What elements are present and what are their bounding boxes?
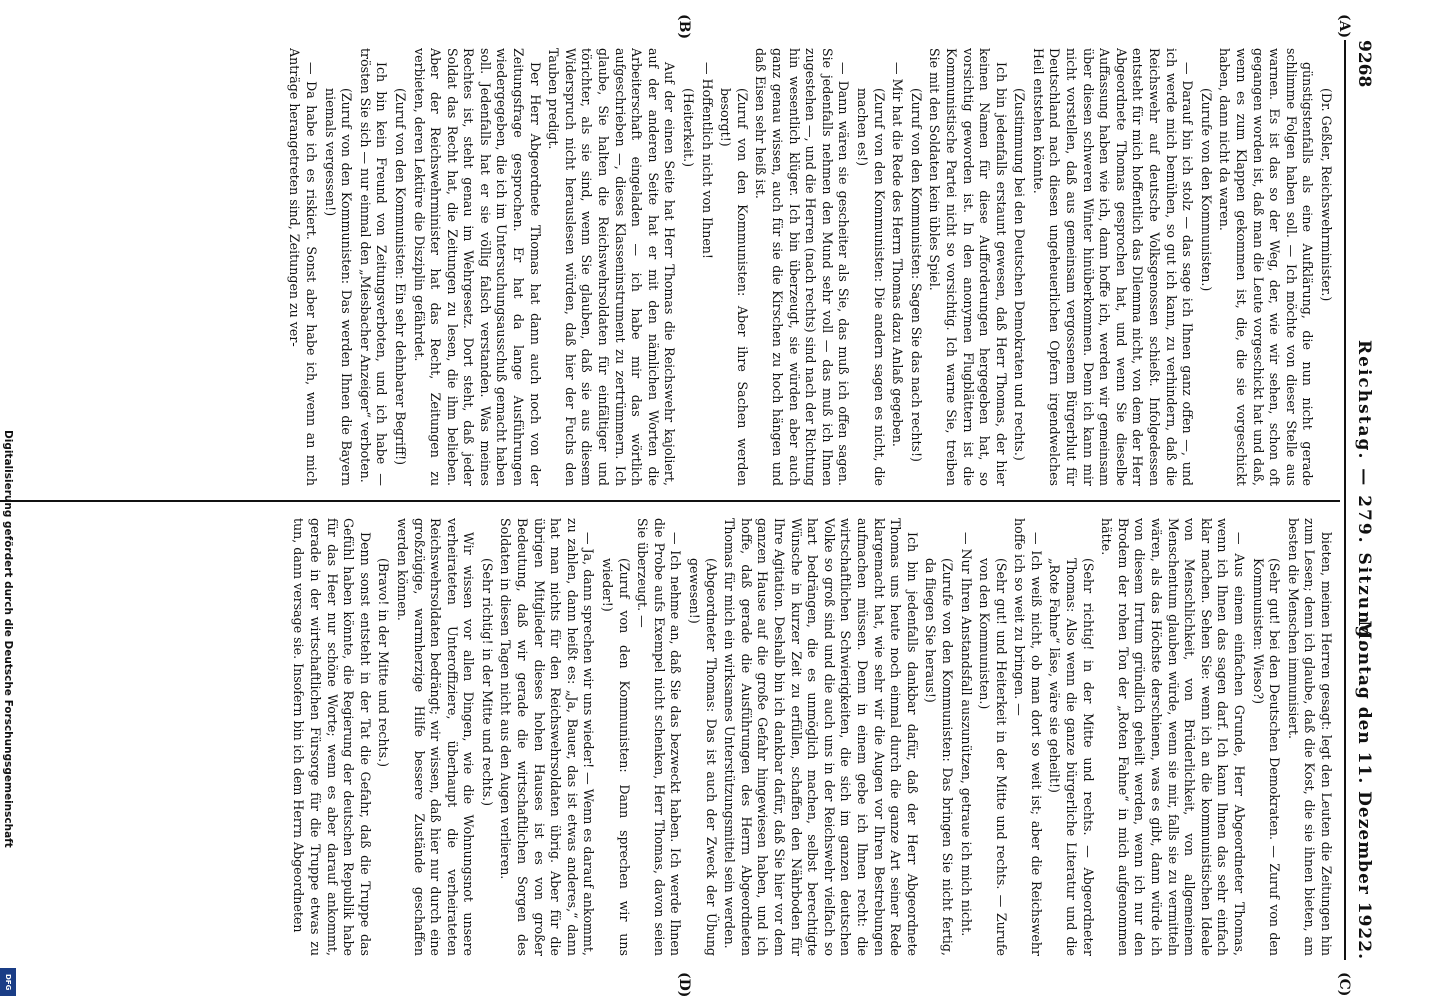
paragraph: (Zuruf von den Kommunisten: Ein sehr dehnbarer Begriff!) — [392, 88, 408, 466]
digitization-note-text: Digitalisierung gefördert durch die Deutsche Forschungsgemeinschaft — [2, 430, 14, 848]
paragraph: — Da habe ich es riskiert. Sonst aber habe ich, wenn an mich Anträge herangetreten sind, Zeitungen zu ver- — [287, 48, 319, 486]
paragraph: (Zurufe von den Kommunisten.) — [1198, 88, 1214, 292]
paragraph: Der Herr Abgeordnete Thomas hat dann auch noch von der Zeitungsfrage gesprochen. Er hat da lange Ausführungen wiedergegeben, die ich im Untersuchungsausschuß gemacht haben soll. Jedenfalls hat er sie völlig falsch verstanden. Was meines Rechtes ist, steht genau im Wehrgesetz. Dort steht, daß jeder Soldat das Recht hat, die Zeitungen zu lesen, die ihm belieben. Aber der Reichswehrminister hat das Recht, Zeitungen zu verbieten, deren Lektüre die Disziplin gefährdet. — [411, 48, 543, 486]
paragraph: (Zuruf von den Kommunisten: Dann sprechen wir uns wieder!) — [600, 558, 632, 956]
paragraph: — Dann wären sie gescheiter als Sie, das muß ich offen sagen. Sie jedenfalls nehmen den Mund sehr voll — das muß ich Ihnen zugestehen —, und die Herren (nach rechts) sind nach der Richtung hin wesentlich klüger. Ich bin überzeugt, sie würden aber auch ganz genau wissen, auch für sie die Kirschen zu hoch hängen und daß Eisen sehr heiß ist. — [753, 48, 852, 486]
margin-marker-d: (D) — [676, 972, 692, 998]
dfg-logo: DFG — [0, 968, 16, 996]
paragraph: Ich bin jedenfalls erstaunt gewesen, daß Herr Thomas, der hier keinen Namen für diese Aufforderungen hergegeben hat, so vorsichtig geworden ist. In den anonymen Flugblättern ist die Kommunistische Partei nicht so vorsichtig. Ich warne Sie, treiben Sie mit den Soldaten kein übles Spiel. — [927, 48, 1009, 486]
paragraph: — Aus einem einfachen Grunde, Herr Abgeordneter Thomas, wenn ich Ihnen das sagen darf. Ich kann Ihnen das sehr einfach klar machen. Sehen Sie: wenn ich an die kommunistischen Ideale von Menschlichkeit, von Brüderlichkeit, von allgemeinem Menschentum glauben würde, wenn sie mir, falls sie zu vermitteln wären, als das Höchste derschienen, was es gibt, dann würde ich von diesem Irrtum gründlich geheilt werden, wenn ich nur den Brodem der rohen Ton der „Roten Fahne“ in mich aufgenommen hätte. — [1099, 518, 1248, 956]
paragraph: (Sehr richtig! in der Mitte und rechts. — Abgeordneter Thomas: Also wenn die ganze bürgerliche Literatur und die „Rote Fahne“ läse, wäre sie geheilt!) — [1047, 558, 1096, 956]
paragraph: — Hoffentlich nicht von Ihnen! — [699, 62, 715, 259]
right-column — [4, 518, 1334, 956]
digitization-note — [0, 430, 16, 1000]
left-column — [4, 48, 1334, 486]
paragraph: (Sehr gut! bei den Deutschen Demokraten. — Zuruf von den Kommunisten: Wieso?) — [1250, 558, 1283, 956]
paragraph: günstigstenfalls als eine Aufklärung, die nun nicht gerade schlimme Folgen haben soll. — Ich möchte von dieser Stelle aus warnen. Es ist das so der Weg, der, wie wir sehen, schon oft gegangen worden ist, daß man die Leute vorgeschickt hat und daß, wenn es zum Klappen gekommen ist, die, die sie vorgeschickt haben, dann nicht da waren. — [1217, 48, 1316, 486]
paragraph: (Dr. Geßler, Reichswehrminister.) — [1319, 88, 1334, 302]
paragraph: — Ich weiß nicht, ob man dort so weit ist; aber die Reichswehr hoffe ich so weit zu bringen. — — [1012, 518, 1044, 956]
paragraph: Denn sonst entsteht in der Tat die Gefahr, daß die Truppe das Gefühl haben könnte, die Regierung der deutschen Republik habe für das Heer nur schöne Worte; wenn es aber darauf ankommt, gerade in der wirtschaftlichen Fürsorge für die Truppe etwas zu tun, dann versage sie. Insofern bin ich dem Herrn Abgeordneten — [291, 518, 373, 956]
paragraph: (Zustimmung bei den Deutschen Demokraten und rechts.) — [1012, 88, 1028, 461]
paragraph: Wir wissen vor allen Dingen, wie die Wohnungsnot unsere verheirateten Unteroffiziere, überhaupt die verheirateten Reichswehrsoldaten bedrängt; wir wissen, daß hier nur durch eine großzügige, warmherzige Hilfe bessere Zustände geschaffen werden können. — [394, 518, 477, 956]
margin-marker-b: (B) — [676, 14, 692, 40]
paragraph: (Bravo! in der Mitte und rechts.) — [376, 558, 392, 768]
column-divider — [0, 500, 1340, 502]
paragraph: — Darauf bin ich stolz — das sage ich Ihnen ganz offen —, und ich werde mich bemühen, so gut ich kann, zu verhindern, daß die Reichswehr auf deutsche Volksgenossen schießt. Infolgedessen entsteht für mich hoffentlich das Dilemma nicht, von dem der Herr Abgeordnete Thomas gesprochen hat, und wenn Sie dieselbe Auffassung haben wie ich, dann hoffe ich, werden wir gemeinsam über diesen schweren Winter hinüberkommen. Denn ich kann mir nicht vorstellen, daß aus gemeinsam vergossenem Bürgerblut für Deutschland nach diesen ungeheuerlichen Opfern irgendwelches Heil entstehen könnte. — [1030, 48, 1196, 486]
paragraph: (Sehr richtig! in der Mitte und rechts.) — [479, 558, 495, 807]
paragraph: (Zuruf von den Kommunisten: Die andern sagen es nicht, die machen es!) — [854, 88, 887, 486]
paragraph: Auf der einen Seite hat Herr Thomas die Reichswehr kajoliert, auf der anderen Seite hat er mit den nämlichen Worten die Arbeiterschaft eingeladen — ich habe mir das wörtlich aufgeschrieben —, dieses Klasseninstrument zu zertrümmern. Ich glaube, Sie halten die Reichswehrsoldaten für einfältiger und törichter, als sie sind, wenn Sie glauben, daß sie aus diesem Widerspruch nicht herauslesen würden, daß hier der Fuchs den Tauben predigt. — [546, 48, 678, 486]
paragraph: (Abgeordneter Thomas: Das ist auch der Zweck der Übung gewesen!) — [687, 558, 719, 956]
paragraph: (Zuruf von den Kommunisten: Sagen Sie das nach rechts!) — [908, 88, 924, 462]
paragraph: (Zurufe von den Kommunisten: Das bringen Sie nicht fertig, da fliegen Sie heraus!) — [923, 558, 955, 956]
paragraph: Ich bin jedenfalls dankbar dafür, daß der Herr Abgeordnete Thomas uns heute noch einmal durch die ganze Art seiner Rede klargemacht hat, wie sehr wir die Augen vor Ihren Bestrebungen aufmachen müssen. Denn in einem gebe ich Ihnen recht: die wirtschaftlichen Schwierigkeiten, die sich im ganzen deutschen Volke so groß sind und die auch uns in der Reichswehr vielfach so hart bedrängen, die es unmöglich machen, selbst berechtigte Wünsche in kurzer Zeit zu erfüllen, schaffen den Nährboden für Ihre Agitation. Deshalb bin ich dankbar dafür, daß Sie hier vor dem ganzen Hause auf die große Gefahr hingewiesen haben, und ich hoffe, daß gerade die Ausführungen des Herrn Abgeordneten Thomas für mich ein wirksames Unterstützungsmittel sein werden. — [722, 518, 920, 956]
header-rule — [1344, 40, 1346, 960]
margin-marker-a: (A) — [1336, 14, 1352, 39]
paragraph: — Nur Ihren Anstandsfall auszunützen, getraue ich mich nicht. — [958, 532, 974, 937]
paragraph: (Zuruf von den Kommunisten: Aber ihre Sachen werden besorgt!) — [718, 88, 750, 486]
margin-marker-c: (C) — [1336, 972, 1352, 997]
paragraph: bieten, meinen Herren gesagt: legt den Leuten die Zeitungen hin zum Lesen; denn ich glaube, daß die Kost, die sie ihnen bieten, am besten die Menschen immunisiert. — [1285, 518, 1334, 956]
paragraph: — Ja, dann sprechen wir uns wieder! — Wenn es darauf ankommt, zu zahlen, dann heißt es: „Ja, Bauer, das ist etwas anderes,“ dann hat man nichts für den Reichswehrsoldaten übrig. Aber für die übrigen Mitglieder dieses hohen Hauses ist es von großer Bedeutung, daß wir gerade die wirtschaftlichen Sorgen des Soldaten in diesen Tagen nicht aus den Augen verlieren. — [498, 518, 597, 956]
session-date: Montag den 11. Dezember 1922. — [1354, 620, 1374, 960]
paragraph: (Sehr gut! und Heiterkeit in der Mitte und rechts. — Zurufe von den Kommunisten.) — [977, 558, 1009, 956]
paragraph: (Heiterkeit.) — [681, 88, 697, 167]
paragraph: — Mir hat die Rede des Herrn Thomas dazu Anlaß gegeben. — [890, 62, 906, 447]
paragraph: Ich bin kein Freund von Zeitungsverboten, und ich habe — trösten Sie sich — nur einmal den „Miesbacher Anzeiger“ verboten. — [357, 48, 390, 486]
session-title: Reichstag. — 279. Sitzung. — [1354, 340, 1374, 648]
page-number: 9268 — [1354, 40, 1374, 88]
page-header — [1348, 40, 1378, 960]
paragraph: (Zuruf von den Kommunisten: Das werden Ihnen die Bayern niemals vergessen!) — [322, 88, 355, 486]
paragraph: — Ich nehme an, daß Sie das bezweckt haben. Ich werde Ihnen die Probe aufs Exempel nicht schenken, Herr Thomas, davon seien Sie überzeugt. — — [635, 518, 684, 956]
